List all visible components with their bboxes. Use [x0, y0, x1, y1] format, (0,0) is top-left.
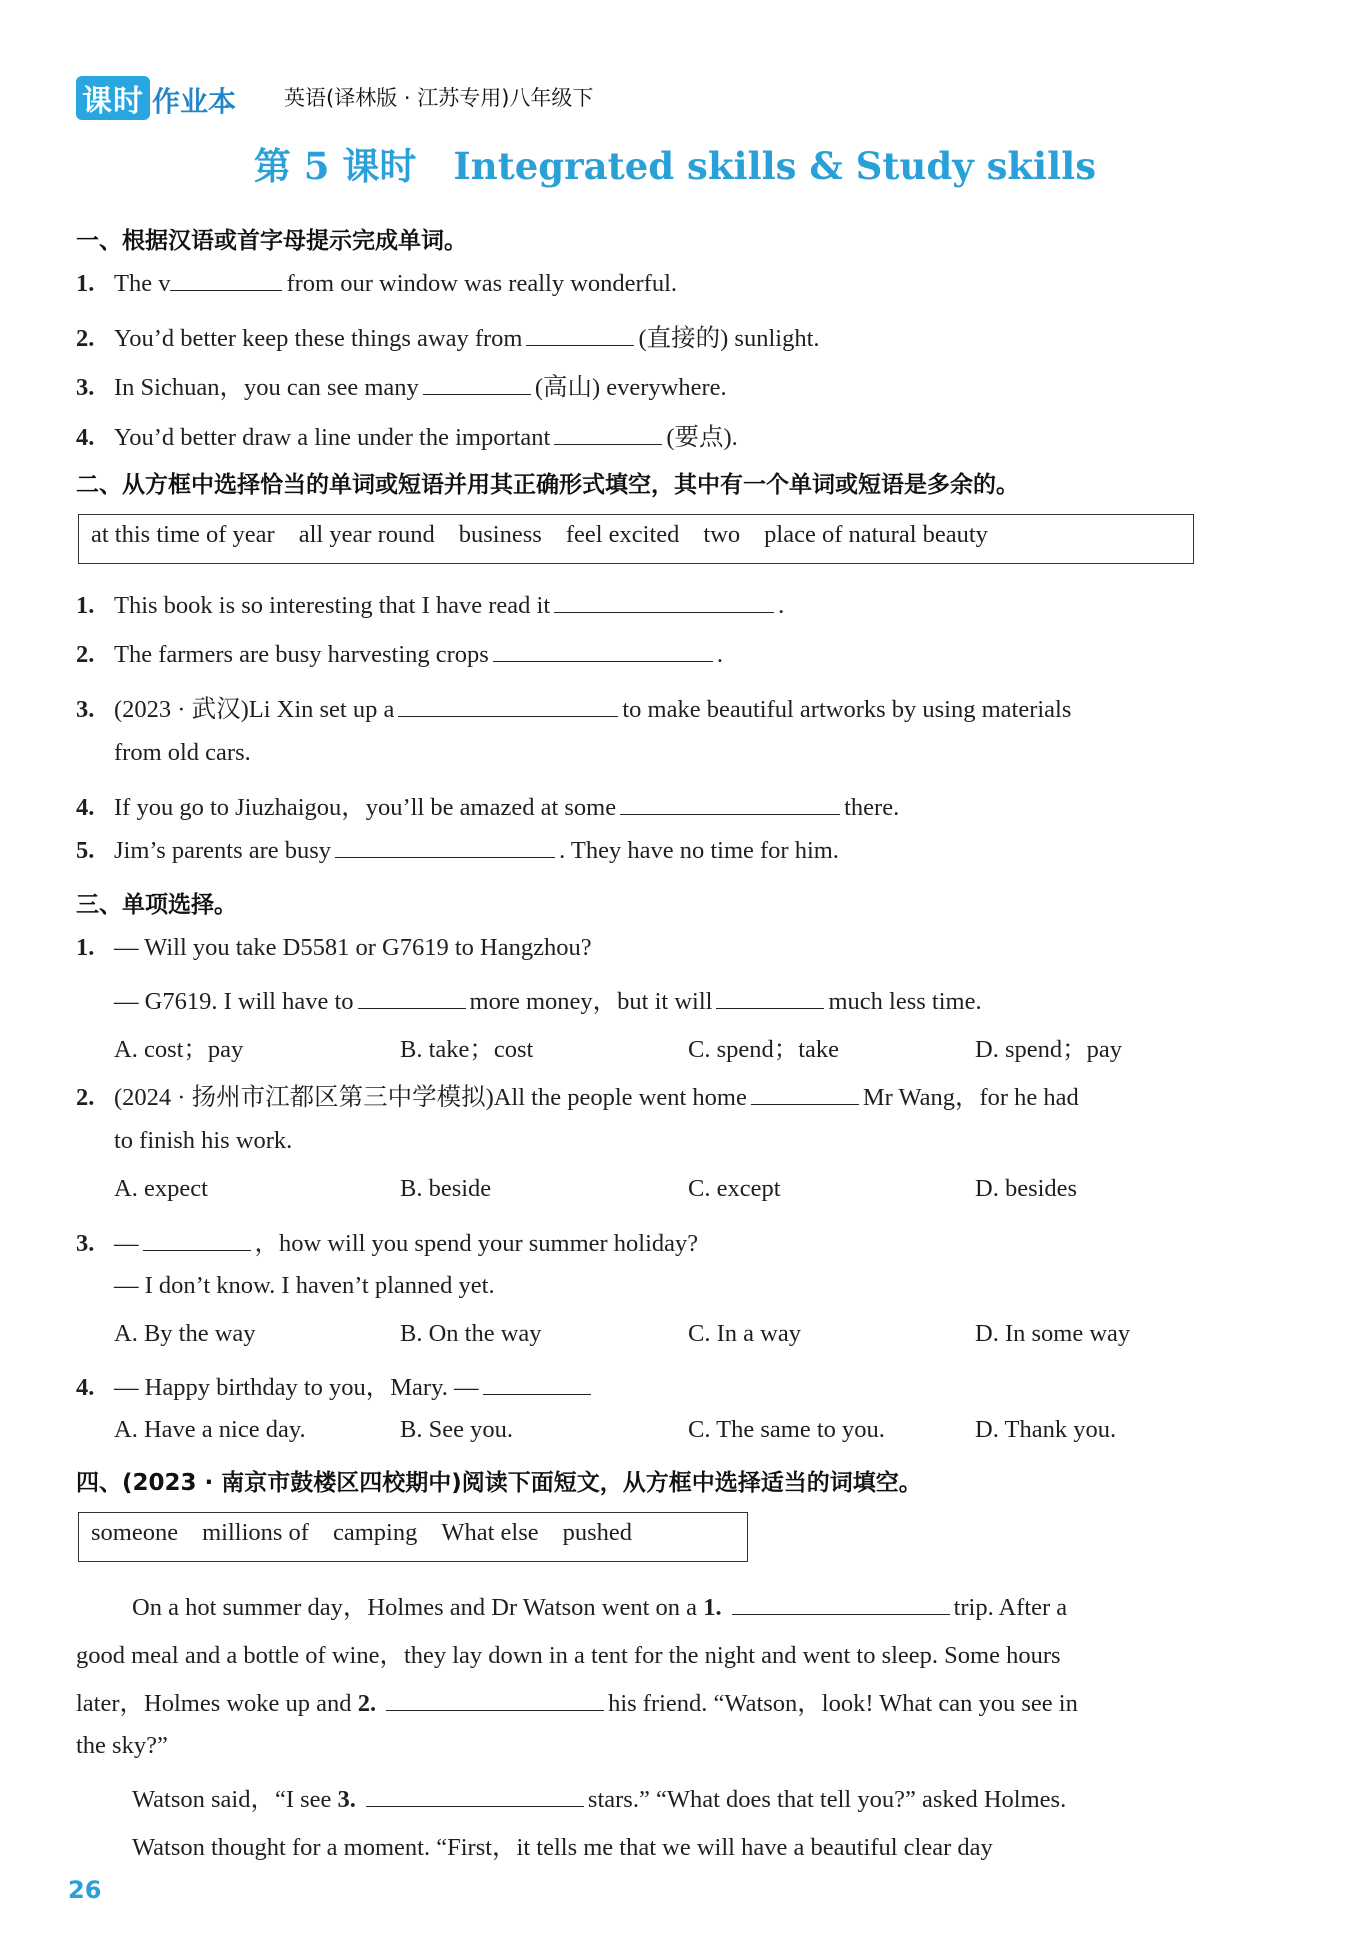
- section-1-heading: 一、根据汉语或首字母提示完成单词。: [76, 228, 467, 254]
- option-c[interactable]: C. The same to you.: [688, 1416, 885, 1443]
- logo-text: 作业本: [152, 85, 237, 118]
- passage-text: Watson said，“I see: [132, 1786, 332, 1813]
- s1-item-2: [76, 319, 820, 354]
- passage-line: [132, 1588, 1067, 1623]
- item-text: (2023 · 武汉)Li Xin set up a: [114, 696, 395, 723]
- option-c[interactable]: C. spend；take: [688, 1036, 840, 1063]
- item-number: 2.: [76, 1084, 95, 1111]
- item-text: — Happy birthday to you，Mary. —: [114, 1374, 479, 1401]
- s2-item-2: [76, 641, 723, 669]
- answer-blank[interactable]: [386, 1709, 604, 1711]
- answer-blank[interactable]: [366, 1805, 584, 1807]
- item-number: 3.: [76, 374, 95, 401]
- word-box: [78, 1512, 748, 1562]
- s3-q1-line2: [114, 982, 982, 1017]
- item-text: more money，but it will: [469, 988, 713, 1015]
- passage-text: trip. After a: [953, 1594, 1068, 1621]
- item-text: .: [778, 592, 785, 619]
- item-number: 3.: [76, 1230, 95, 1257]
- s3-q3-line2: — I don’t know. I haven’t planned yet.: [114, 1272, 495, 1299]
- option-b[interactable]: B. take；cost: [400, 1036, 534, 1063]
- item-number: 5.: [76, 837, 95, 864]
- item-number: 1.: [76, 270, 95, 297]
- option-d[interactable]: D. besides: [975, 1175, 1078, 1202]
- word-option: camping: [332, 1519, 418, 1546]
- answer-blank[interactable]: [554, 443, 662, 445]
- passage-line: [76, 1684, 1078, 1719]
- item-number: 2.: [76, 641, 95, 668]
- blank-number: 1.: [703, 1594, 722, 1621]
- passage-line: good meal and a bottle of wine，they lay down in a tent for the night and went to sleep. Some hours: [76, 1642, 1061, 1669]
- answer-blank[interactable]: [335, 856, 555, 858]
- answer-blank[interactable]: [620, 813, 840, 815]
- s3-q2-line2: to finish his work.: [114, 1127, 293, 1154]
- item-text: If you go to Jiuzhaigou，you’ll be amazed at some: [114, 794, 617, 821]
- item-number: 1.: [76, 592, 95, 619]
- s2-item-1: [76, 592, 784, 620]
- item-text: there.: [844, 794, 900, 821]
- s3-q1-line1: [76, 934, 592, 962]
- item-number: 4.: [76, 424, 95, 451]
- passage-line: Watson thought for a moment. “First，it tells me that we will have a beautiful clear day: [132, 1834, 993, 1861]
- passage-text: On a hot summer day，Holmes and Dr Watson went on a: [132, 1594, 698, 1621]
- logo-mark: 课时: [76, 76, 150, 120]
- section-2-heading: 二、从方框中选择恰当的单词或短语并用其正确形式填空，其中有一个单词或短语是多余的。: [76, 472, 1019, 498]
- item-text: to make beautiful artworks by using materials: [622, 696, 1072, 723]
- word-option: all year round: [298, 521, 435, 548]
- item-number: 4.: [76, 1374, 95, 1401]
- option-d[interactable]: D. Thank you.: [975, 1416, 1117, 1443]
- item-text: — Will you take D5581 or G7619 to Hangzhou?: [114, 934, 592, 961]
- option-b[interactable]: B. See you.: [400, 1416, 513, 1443]
- item-text: —: [114, 1230, 139, 1257]
- item-text: ，how will you spend your summer holiday?: [254, 1230, 699, 1257]
- option-c[interactable]: C. In a way: [688, 1320, 801, 1347]
- s1-item-1: [76, 270, 677, 298]
- item-text: (直接的) sunlight.: [638, 325, 820, 352]
- item-text: This book is so interesting that I have read it: [114, 592, 551, 619]
- item-text: You’d better draw a line under the important: [114, 424, 551, 451]
- word-option: millions of: [202, 1519, 309, 1546]
- answer-blank[interactable]: [398, 715, 618, 717]
- option-a[interactable]: A. cost；pay: [114, 1036, 244, 1063]
- word-box: [78, 514, 1194, 564]
- word-option: someone: [91, 1519, 179, 1546]
- passage-text: his friend. “Watson，look! What can you see in: [608, 1690, 1078, 1717]
- answer-blank[interactable]: [716, 1007, 824, 1009]
- option-d[interactable]: D. spend；pay: [975, 1036, 1122, 1063]
- item-text: Jim’s parents are busy: [114, 837, 332, 864]
- option-a[interactable]: A. By the way: [114, 1320, 256, 1347]
- item-text: (2024 · 扬州市江都区第三中学模拟)All the people went home: [114, 1084, 747, 1111]
- answer-blank[interactable]: [554, 611, 774, 613]
- answer-blank[interactable]: [732, 1613, 950, 1615]
- header-subtitle: 英语(译林版 · 江苏专用)八年级下: [284, 86, 594, 110]
- passage-text: later，Holmes woke up and: [76, 1690, 352, 1717]
- item-text: The farmers are busy harvesting crops: [114, 641, 489, 668]
- answer-blank[interactable]: [751, 1103, 859, 1105]
- answer-blank[interactable]: [143, 1249, 251, 1251]
- option-c[interactable]: C. except: [688, 1175, 781, 1202]
- item-text: You’d better keep these things away from: [114, 325, 523, 352]
- word-option: feel excited: [565, 521, 680, 548]
- item-number: 2.: [76, 325, 95, 352]
- option-b[interactable]: B. On the way: [400, 1320, 542, 1347]
- blank-number: 2.: [357, 1690, 377, 1717]
- answer-blank[interactable]: [423, 393, 531, 395]
- brand-logo: [76, 76, 236, 120]
- s2-item-3-cont: from old cars.: [114, 739, 251, 766]
- item-text: The v: [114, 270, 171, 297]
- s3-q2-line1: [76, 1078, 1079, 1113]
- blank-number: 3.: [337, 1786, 356, 1813]
- item-number: 4.: [76, 794, 95, 821]
- answer-blank[interactable]: [493, 660, 713, 662]
- item-text: Mr Wang，for he had: [862, 1084, 1079, 1111]
- s1-item-3: [76, 368, 727, 403]
- s1-item-4: [76, 418, 738, 453]
- word-option: at this time of year: [91, 521, 275, 548]
- item-text: In Sichuan，you can see many: [114, 374, 419, 401]
- word-option: place of natural beauty: [764, 521, 988, 548]
- answer-blank[interactable]: [483, 1393, 591, 1395]
- item-text: . They have no time for him.: [559, 837, 839, 864]
- answer-blank[interactable]: [170, 289, 282, 291]
- option-d[interactable]: D. In some way: [975, 1320, 1131, 1347]
- s2-item-3: [76, 690, 1071, 725]
- item-number: 3.: [76, 696, 95, 723]
- section-4-heading: 四、(2023 · 南京市鼓楼区四校期中)阅读下面短文，从方框中选择适当的词填空。: [76, 1470, 922, 1496]
- passage-line: [132, 1780, 1066, 1815]
- passage-line: the sky?”: [76, 1732, 168, 1759]
- item-text: — G7619. I will have to: [114, 988, 354, 1015]
- s2-item-5: [76, 837, 839, 865]
- page-number: 26: [68, 1876, 102, 1904]
- item-text: much less time.: [828, 988, 982, 1015]
- option-a[interactable]: A. expect: [114, 1175, 208, 1202]
- option-b[interactable]: B. beside: [400, 1175, 492, 1202]
- passage-text: stars.” “What does that tell you?” asked Holmes.: [587, 1786, 1067, 1813]
- section-3-heading: 三、单项选择。: [76, 892, 237, 918]
- item-text: (要点).: [666, 424, 738, 451]
- s3-q3-line1: [76, 1224, 698, 1259]
- answer-blank[interactable]: [526, 344, 634, 346]
- item-number: 1.: [76, 934, 95, 961]
- word-option: What else: [441, 1519, 539, 1546]
- option-a[interactable]: A. Have a nice day.: [114, 1416, 306, 1443]
- word-option: pushed: [562, 1519, 633, 1546]
- word-option: business: [458, 521, 542, 548]
- s3-q4-line1: [76, 1368, 595, 1403]
- word-option: two: [703, 521, 741, 548]
- s2-item-4: [76, 788, 899, 823]
- item-text: .: [716, 641, 723, 668]
- item-text: (高山) everywhere.: [534, 374, 727, 401]
- item-text: from our window was really wonderful.: [286, 270, 678, 297]
- answer-blank[interactable]: [358, 1007, 466, 1009]
- lesson-title: 第 5 课时 Integrated skills & Study skills: [253, 144, 1097, 188]
